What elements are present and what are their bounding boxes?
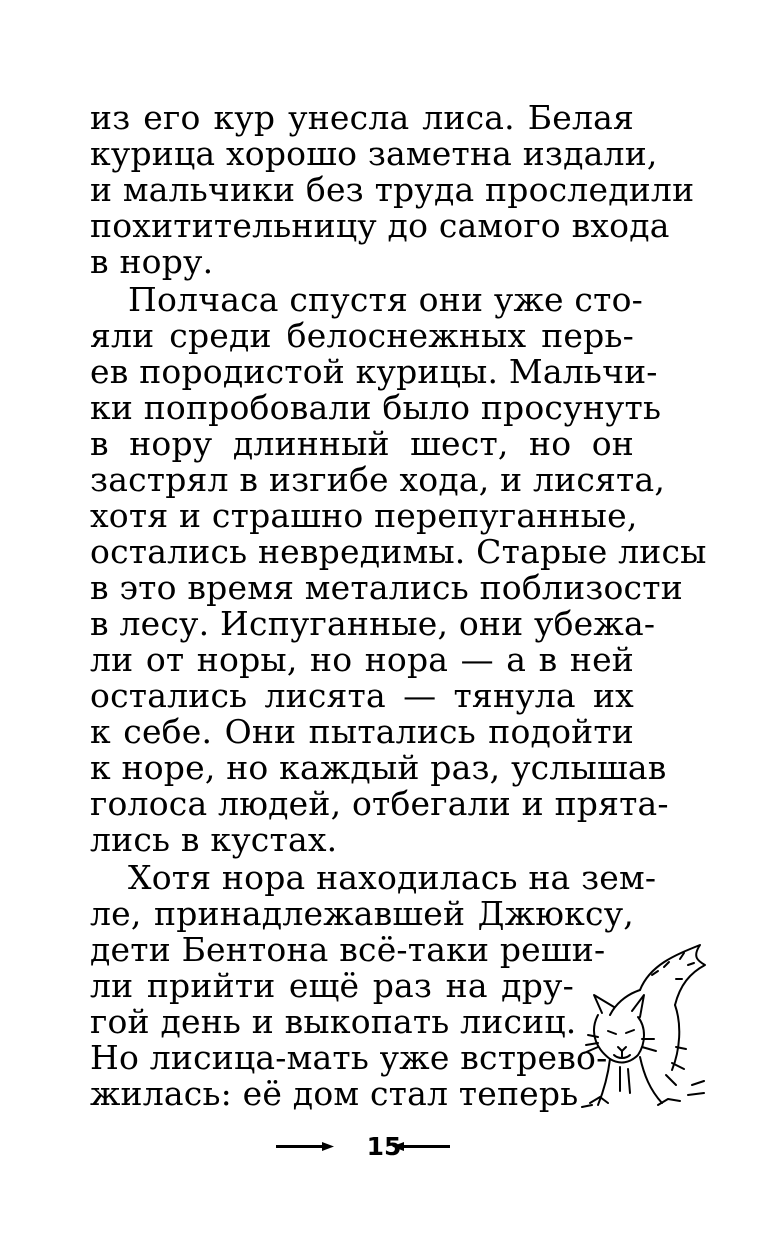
text-line: гой день и выкопать лисиц.	[90, 1002, 577, 1041]
text-line: ли прийти ещё раз на дру-	[90, 966, 574, 1005]
text-line: к норе, но каждый раз, услышав	[90, 748, 667, 787]
text-line: хотя и страшно перепуганные,	[90, 496, 638, 535]
text-line: дети Бентона всё-таки реши-	[90, 930, 606, 969]
text-line: ле, принадлежавшей Джюксу,	[90, 894, 634, 933]
text-line: Но лисица-мать уже встрево-	[90, 1038, 608, 1077]
text-line: Полчаса спустя они уже сто-	[128, 280, 643, 319]
text-line: к себе. Они пытались подойти	[90, 712, 634, 751]
text-line: и мальчики без труда проследили	[90, 170, 695, 209]
text-line: ев породистой курицы. Мальчи-	[90, 352, 658, 391]
text-line: из его кур унесла лиса. Белая	[90, 98, 634, 137]
text-line: в нору.	[90, 242, 214, 281]
text-line: в лесу. Испуганные, они убежа-	[90, 604, 656, 643]
text-line: ли от норы, но нора — а в ней	[90, 640, 634, 679]
text-line: лись в кустах.	[90, 820, 338, 859]
text-line: яли среди белоснежных перь-	[90, 316, 634, 355]
page-number: 15	[366, 1132, 402, 1161]
text-line: остались невредимы. Старые лисы	[90, 532, 707, 571]
text-line: жилась: её дом стал теперь	[90, 1074, 579, 1113]
text-line: голоса людей, отбегали и прята-	[90, 784, 669, 823]
text-line: застрял в изгибе хода, и лисята,	[90, 460, 666, 499]
text-line: в это время метались поблизости	[90, 568, 683, 607]
text-line: курица хорошо заметна издали,	[90, 134, 658, 173]
text-line: ки попробовали было просунуть	[90, 388, 662, 427]
text-line: похитительницу до самого входа	[90, 206, 670, 245]
text-line: в нору длинный шест, но он	[90, 424, 634, 463]
fox-cub-illustration	[580, 935, 720, 1115]
text-line: остались лисята — тянула их	[90, 676, 634, 715]
text-line: Хотя нора находилась на зем-	[128, 858, 657, 897]
page-number-ornament	[0, 1128, 768, 1168]
